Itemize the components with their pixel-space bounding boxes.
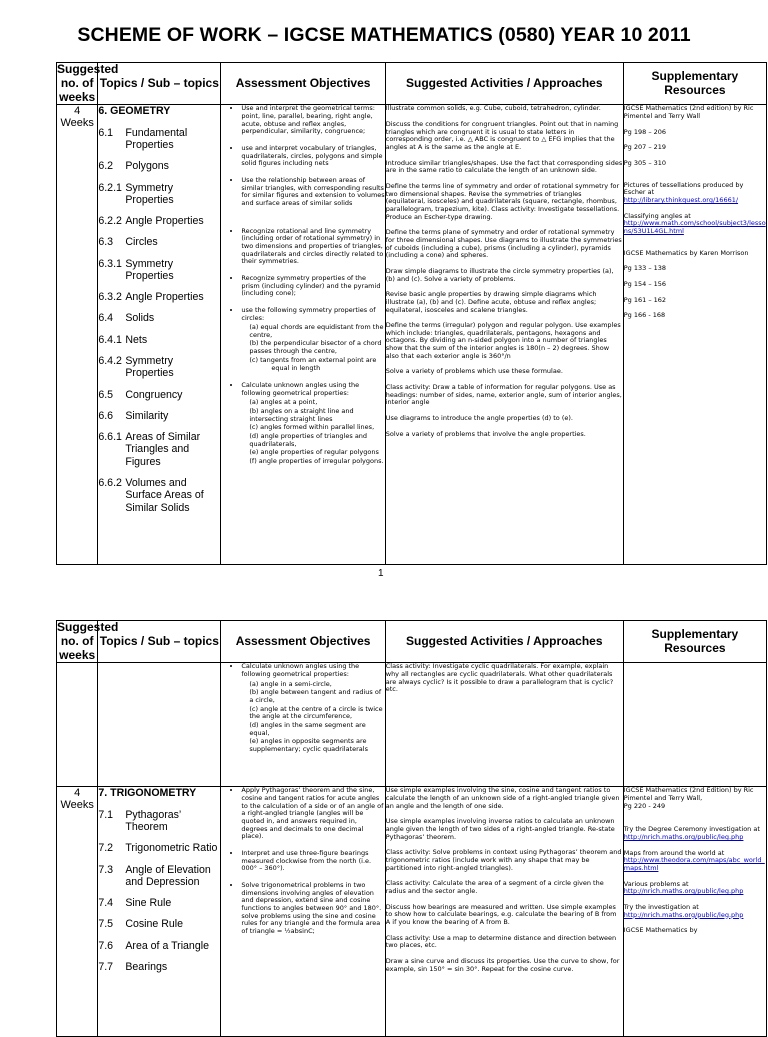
page-number: 1	[378, 568, 384, 579]
assessment-cell	[221, 105, 385, 565]
resource: Classifying angles at http://www.math.com/school/subject3/lessons/S3U1L4GL.html	[623, 211, 766, 235]
subtopic: 6.4.1 Nets	[98, 333, 148, 346]
resource: Pg 198 – 206	[623, 127, 667, 136]
scheme-table-page-2	[56, 620, 767, 1037]
activity: Use simple examples involving the sine, cosine and tangent ratios to calculate the length of an unknown side of a right-angled triangle given an angle and the length of one side.	[385, 786, 620, 810]
resource: Pg 161 – 162	[623, 295, 667, 304]
resource: Pg 207 – 219	[623, 143, 667, 152]
resource: Pg 133 – 138	[623, 264, 667, 273]
objective: • use and interpret vocabulary of triangles, quadrilaterals, circles, polygons and simple solid figures including nets	[241, 145, 384, 168]
header-resources: Supplementary Resources	[623, 63, 766, 105]
resource: Pictures of tessellations produced by Escher at http://library.thinkquest.org/16661/	[623, 180, 744, 204]
header-activities: Suggested Activities / Approaches	[385, 621, 623, 663]
subtopic: 6.5 Congruency	[98, 388, 183, 401]
objective: • Calculate unknown angles using the following geometrical properties: (a) angles at a point, (b) angles on a straight line and intersecting straight lines (c) angles formed within parallel lines, (d) angle properties of triangles and quadrilaterals, (e) angle properties of regular polygons (f) angle properties of irregular polygons.	[241, 382, 384, 466]
header-topics: Topics / Sub – topics	[98, 63, 221, 105]
resource: Pg 154 – 156	[623, 279, 667, 288]
activity: Solve a variety of problems which use these formulae.	[385, 367, 563, 376]
activity: Draw a sine curve and discuss its properties. Use the curve to show, for example, sin 150° = sin 30°. Repeat for the cosine curve.	[385, 956, 620, 973]
resources-cell-empty	[623, 663, 766, 787]
objective: • Use the relationship between areas of similar triangles, with corresponding results for similar figures and extension to volumes and surface areas of similar solids	[241, 177, 384, 208]
activity: Class activity: Use a map to determine distance and direction between two places, etc.	[385, 933, 617, 950]
activity: Class activity: Solve problems in context using Pythagoras’ theorem and trigonometric ratios (include work with any shape that may be partitioned into right-angled triangles).	[385, 848, 622, 872]
activity: Solve a variety of problems that involve the angle properties.	[385, 429, 586, 438]
header-weeks: Suggested no. of weeks	[57, 62, 119, 104]
activity: Introduce similar triangles/shapes. Use the fact that corresponding sides are in the same ratio to calculate the length of an unknown side.	[385, 158, 623, 175]
cyclic-activity-cell	[385, 663, 623, 787]
subtopic: 6.6.1 Areas of Similar Triangles and Figures	[98, 431, 201, 468]
nrich-link[interactable]: http://nrich.maths.org/public/leg.php	[623, 833, 744, 842]
header-activities: Suggested Activities / Approaches	[385, 63, 623, 105]
resources-cell	[623, 787, 766, 1037]
resource: Pg 166 - 168	[623, 311, 666, 320]
objective: • Interpret and use three-figure bearings measured clockwise from the north (i.e. 000° – 360°).	[241, 850, 384, 873]
subtopic: 6.2 Polygons	[98, 160, 169, 173]
objective: • use the following symmetry properties of circles: (a) equal chords are equidistant from the centre, (b) the perpendicular bisector of a chord passes through the centre, (c) tangents from an external point are equal in length	[241, 307, 384, 373]
objective: • Calculate unknown angles using the following geometrical properties: (a) angle in a semi-circle, (b) angle between tangent and radius of a circle, (c) angle at the centre of a circle is twice the angle at the circumference, (d) angles in the same segment are equal, (e) angles in opposite segments are supplementary; cyclic quadrilaterals	[241, 663, 384, 753]
subtopic: 6.2.2 Angle Properties	[98, 215, 204, 228]
header-topics: Topics / Sub – topics	[98, 621, 221, 663]
cyclic-objectives-cell	[221, 663, 385, 787]
topics-cell-empty	[98, 663, 221, 787]
activity: Class activity: Calculate the area of a segment of a circle given the radius and the sector angle.	[385, 879, 604, 895]
activity: Discuss how bearings are measured and written. Use simple examples to show how to calculate bearings, e.g. calculate the bearing of B from A if you know the bearing of A from B.	[385, 902, 617, 926]
world-maps-link[interactable]: http://www.theodora.com/maps/abc_world_maps.html	[623, 856, 765, 872]
activity: Illustrate common solids, e.g. Cube, cuboid, tetrahedron, cylinder.	[385, 104, 601, 113]
subtopic: 6.2.1 Symmetry Properties	[98, 181, 174, 206]
objective: • Recognize rotational and line symmetry (including order of rotational symmetry) in two dimensions and properties of triangles, quadrilaterals and circles directly related to their symmetries.	[241, 228, 384, 266]
header-weeks: Suggested no. of weeks	[57, 620, 119, 662]
subtopic: 7.7 Bearings	[98, 960, 168, 973]
objective: • Recognize symmetry properties of the prism (including cylinder) and the pyramid (including cone);	[241, 275, 384, 298]
activity: Discuss the conditions for congruent triangles. Point out that in naming triangles which are congruent it is usual to state letters in corresponding order, i.e. △ ABC is congruent to △ EFG implies that the angles at A is the same as the angle at E.	[385, 120, 619, 152]
resource: Maps from around the world at http://www.theodora.com/maps/abc_world_maps.html	[623, 848, 765, 872]
header-assessment: Assessment Objectives	[221, 63, 385, 105]
subtopic: 6.6.2 Volumes and Surface Areas of Similar Solids	[98, 477, 204, 514]
header-assessment: Assessment Objectives	[221, 621, 385, 663]
resources-cell	[623, 105, 766, 565]
subtopic: 6.1 Fundamental Properties	[98, 126, 188, 151]
activity: Use diagrams to introduce the angle properties (d) to (e).	[385, 414, 573, 423]
topics-cell	[98, 105, 221, 565]
activity: Draw simple diagrams to illustrate the circle symmetry properties (a), (b) and (c). Solve a variety of problems.	[385, 266, 614, 283]
subtopic: 6.6 Similarity	[98, 409, 169, 422]
subtopic: 7.4 Sine Rule	[98, 897, 172, 910]
resource: Various problems at http://nrich.maths.org/public/leg.php	[623, 879, 744, 896]
objective: • Solve trigonometrical problems in two dimensions involving angles of elevation and depression, extend sine and cosine functions to angles between 90° and 180°. solve problems using the sine and cosine rules for any triangle and the formula area of triangle = ½absinC;	[241, 882, 384, 936]
activity: Class activity: Draw a table of information for regular polygons. Use as headings: number of sides, name, exterior angle, sum of interior angles, interior angle	[385, 383, 622, 407]
nrich-link[interactable]: http://nrich.maths.org/public/leg.php	[623, 910, 744, 919]
subtopic: 7.1 Pythagoras’ Theorem	[98, 808, 181, 833]
subtopic: 6.3.2 Angle Properties	[98, 291, 204, 304]
subtopic: 6.4 Solids	[98, 312, 155, 325]
escher-link[interactable]: http://library.thinkquest.org/16661/	[623, 195, 739, 204]
resource: Pg 220 - 249	[623, 801, 666, 810]
topics-cell	[98, 787, 221, 1037]
subtopic: 6.3.1 Symmetry Properties	[98, 257, 174, 282]
subtopic: 7.6 Area of a Triangle	[98, 939, 209, 952]
header-resources: Supplementary Resources	[623, 621, 766, 663]
resource: IGCSE Mathematics by Karen Morrison	[623, 248, 749, 257]
activity: Define the terms plane of symmetry and order of rotational symmetry for three dimensional shapes. Use diagrams to illustrate the symmetries of cuboids (including a cube), prisms (including a cylinder), pyramids (including a cone) and spheres.	[385, 228, 622, 260]
topic-title: 6. GEOMETRY	[98, 105, 171, 118]
subtopic: 7.3 Angle of Elevation and Depression	[98, 863, 211, 888]
resource: Pg 305 – 310	[623, 159, 667, 168]
weeks-cell-empty	[57, 663, 98, 787]
weeks-cell: 4 Weeks	[57, 787, 98, 1037]
scheme-table-page-1	[56, 62, 767, 565]
activities-cell	[385, 787, 623, 1037]
resource: IGCSE Mathematics by	[623, 926, 698, 935]
resource: IGCSE Mathematics (2nd Edition) by Ric Pimentel and Terry Wall,	[623, 786, 754, 803]
resource: Try the Degree Ceremony investigation at http://nrich.maths.org/public/leg.php	[623, 825, 760, 842]
subtopic: 7.2 Trigonometric Ratio	[98, 842, 218, 855]
activity: Define the terms (irregular) polygon and regular polygon. Use examples which include: triangles, quadrilaterals, pentagons, hexagons and octagons. By dividing an n-sided polygon into a number of triangles show that the sum of the interior angles is 180(n – 2) degrees. Show also that each exterior angle is 360°/n	[385, 321, 621, 360]
objective: • Use and interpret the geometrical terms: point, line, parallel, bearing, right angle, acute, obtuse and reflex angles, perpendicular, similarity, congruence;	[241, 105, 384, 136]
objective: • Apply Pythagoras’ theorem and the sine, cosine and tangent ratios for acute angles to the calculation of a side or of an angle of a right-angled triangle (angles will be quoted in, and answers required in, degrees and decimals to one decimal place).	[241, 787, 384, 841]
activity: Revise basic angle properties by drawing simple diagrams which illustrate (a), (b) and (c). Define acute, obtuse and reflex angles; equilateral, isosceles and scalene triangles.	[385, 290, 597, 314]
resource: Try the investigation at http://nrich.maths.org/public/leg.php	[623, 902, 744, 919]
activity: Define the terms line of symmetry and order of rotational symmetry for two dimensional shapes. Revise the symmetries of triangles (equilateral, isosceles) and quadrilaterals (square, rectangle, rhombus, parallelogram, trapezium, kite). Class activity: Investigate tessellations. Produce an Escher-type drawing.	[385, 181, 620, 221]
activity: Class activity: Investigate cyclic quadrilaterals. For example, explain why all rectangles are cyclic quadrilaterals. What other quadrilaterals are always cyclic? Is it possible to draw a parallelogram that is cyclic? etc.	[385, 662, 614, 694]
assessment-cell	[221, 787, 385, 1037]
activity: Use simple examples involving inverse ratios to calculate an unknown angle given the length of two sides of a right-angled triangle. Re-state Pythagoras’ theorem.	[385, 817, 615, 841]
nrich-link[interactable]: http://nrich.maths.org/public/leg.php	[623, 887, 744, 896]
classifying-angles-link[interactable]: http://www.math.com/school/subject3/lessons/S3U1L4GL.html	[623, 219, 766, 235]
page-title: SCHEME OF WORK – IGCSE MATHEMATICS (0580) YEAR 10 2011	[77, 24, 691, 46]
subtopic: 7.5 Cosine Rule	[98, 918, 184, 931]
subtopic: 6.4.2 Symmetry Properties	[98, 355, 174, 380]
resource: IGCSE Mathematics (2nd edition) by Ric Pimentel and Terry Wall	[623, 104, 754, 121]
weeks-cell: 4 Weeks	[57, 105, 98, 565]
subtopic: 6.3 Circles	[98, 236, 158, 249]
topic-title: 7. TRIGONOMETRY	[98, 787, 197, 800]
activities-cell	[385, 105, 623, 565]
